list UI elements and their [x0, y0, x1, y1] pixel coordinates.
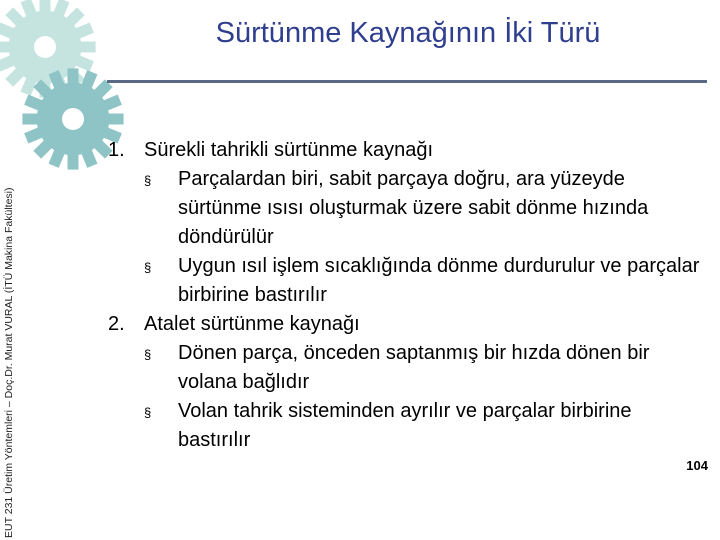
bullet-marker-icon: § [144, 405, 152, 420]
bullet-item [100, 397, 700, 455]
item-number: 1. [108, 139, 125, 161]
numbered-item [100, 136, 700, 165]
bullet-marker-icon: § [144, 173, 152, 188]
slide-title: Sürtünme Kaynağının İki Türü [215, 17, 601, 49]
numbered-item [100, 310, 700, 339]
bullet-item [100, 339, 700, 397]
bullet-text: Parçalardan biri, sabit parçaya doğru, ara yüzeyde sürtünme ısısı oluşturmak üzere sabit dönme hızında döndürülür [178, 168, 649, 248]
item-text: Sürekli tahrikli sürtünme kaynağı [144, 139, 434, 161]
title-divider [107, 80, 707, 83]
item-number: 2. [108, 313, 125, 335]
course-info-vertical-text: EUT 231 Üretim Yöntemleri – Doç.Dr. Murat VURAL (İTÜ Makina Fakültesi) [3, 187, 15, 538]
item-text: Atalet sürtünme kaynağı [144, 313, 360, 335]
bullet-text: Volan tahrik sisteminden ayrılır ve parçalar birbirine bastırılır [178, 400, 632, 451]
bullet-marker-icon: § [144, 347, 152, 362]
bullet-marker-icon: § [144, 260, 152, 275]
bullet-item [100, 165, 700, 252]
content-list [100, 136, 700, 455]
bullet-text: Uygun ısıl işlem sıcaklığında dönme durdurulur ve parçalar birbirine bastırılır [178, 255, 700, 306]
bullet-text: Dönen parça, önceden saptanmış bir hızda dönen bir volana bağlıdır [178, 342, 650, 393]
bullet-item [100, 252, 700, 310]
page-number: 104 [686, 458, 708, 473]
